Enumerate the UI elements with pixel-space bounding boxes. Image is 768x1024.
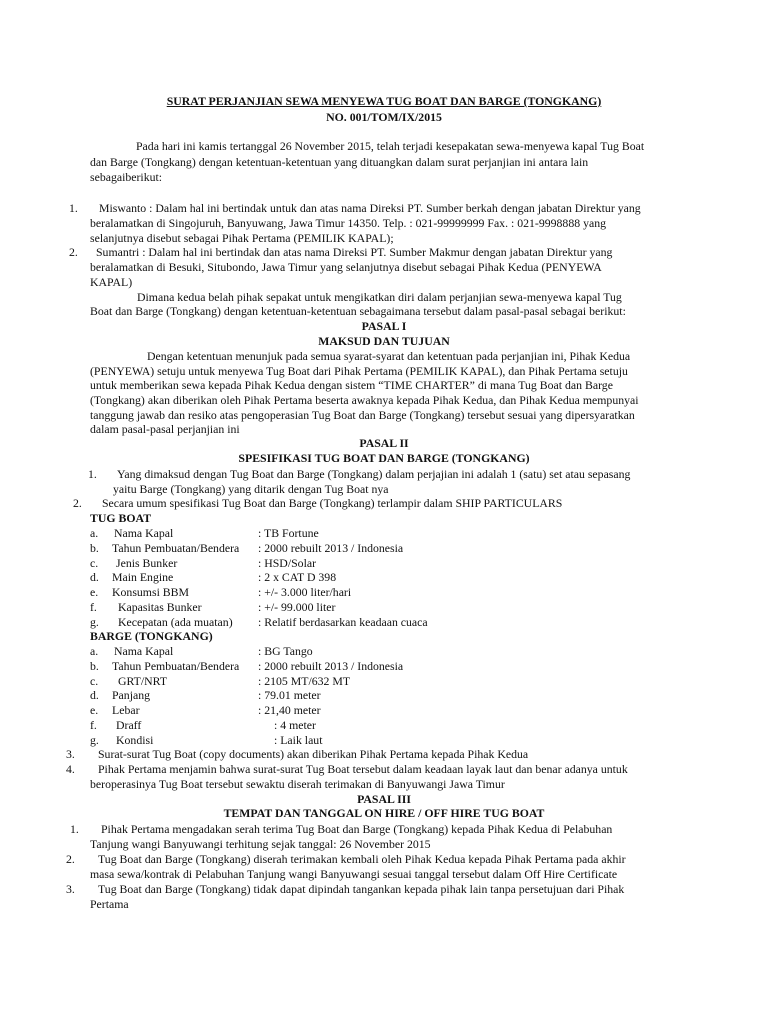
party-line: beralamatkan di Besuki, Situbondo, Jawa Timur yang selanjutnya disebut sebagai Pihak Kedua (PENYEWA xyxy=(90,260,602,274)
pasal-1-heading: PASAL I xyxy=(361,319,407,333)
pasal-3-subheading: TEMPAT DAN TANGGAL ON HIRE / OFF HIRE TUG BOAT xyxy=(223,806,545,820)
list-number: 3. xyxy=(66,747,75,761)
intro-line: Pada hari ini kamis tertanggal 26 November 2015, telah terjadi kesepakatan sewa-menyewa kapal Tug Boat xyxy=(136,139,645,153)
spec-value: : TB Fortune xyxy=(258,526,319,540)
spec-letter: g. xyxy=(90,733,99,747)
list-number: 1. xyxy=(88,467,97,481)
pasal-2-heading: PASAL II xyxy=(359,436,409,450)
party-line: Sumantri : Dalam hal ini bertindak dan atas nama Direksi PT. Sumber Makmur dengan jabatan Direktur yang xyxy=(96,245,613,259)
party-number: 1. xyxy=(69,201,78,215)
barge-title: BARGE (TONGKANG) xyxy=(90,629,213,643)
list-item-line: Secara umum spesifikasi Tug Boat dan Barge (Tongkang) terlampir dalam SHIP PARTICULARS xyxy=(102,496,563,510)
party-line: selanjutnya disebut sebagai Pihak Pertama (PEMILIK KAPAL); xyxy=(90,231,394,245)
spec-letter: a. xyxy=(90,526,99,540)
list-number: 1. xyxy=(70,822,79,836)
spec-value: : 2105 MT/632 MT xyxy=(258,674,351,688)
spec-label: Kecepatan (ada muatan) xyxy=(118,615,233,629)
spec-value: : BG Tango xyxy=(258,644,313,658)
list-number: 2. xyxy=(73,496,82,510)
spec-value: : Relatif berdasarkan keadaan cuaca xyxy=(258,615,428,629)
document-title: SURAT PERJANJIAN SEWA MENYEWA TUG BOAT DAN BARGE (TONGKANG) xyxy=(166,94,602,108)
spec-label: Nama Kapal xyxy=(114,644,174,658)
spec-letter: f. xyxy=(90,718,97,732)
spec-letter: b. xyxy=(90,659,99,673)
pasal-1-line: (PENYEWA) setuju untuk menyewa Tug Boat dari Pihak Pertama (PEMILIK KAPAL), dan Pihak Pertama setuju xyxy=(90,364,628,378)
list-item-line: yaitu Barge (Tongkang) yang ditarik dengan Tug Boat nya xyxy=(113,482,389,496)
spec-letter: f. xyxy=(90,600,97,614)
list-item-line: Surat-surat Tug Boat (copy documents) akan diberikan Pihak Pertama kepada Pihak Kedua xyxy=(98,747,529,761)
pasal-1-line: tanggung jawab dan resiko atas pengoperasian Tug Boat dan Barge (Tongkang) tersebut sesuai yang dipersyaratkan xyxy=(90,408,635,422)
spec-label: Main Engine xyxy=(112,570,174,584)
list-item-line: beroperasinya Tug Boat tersebut sewaktu diserah terimakan di Banyuwangi Jawa Timur xyxy=(90,777,505,791)
spec-letter: e. xyxy=(90,585,99,599)
spec-label: Draff xyxy=(116,718,142,732)
list-item-line: Pihak Pertama mengadakan serah terima Tug Boat dan Barge (Tongkang) kepada Pihak Kedua di Pelabuhan xyxy=(101,822,613,836)
spec-label: Lebar xyxy=(112,703,140,717)
spec-value: : +/- 99.000 liter xyxy=(258,600,336,614)
spec-letter: d. xyxy=(90,688,99,702)
pasal-1-line: Dengan ketentuan menunjuk pada semua syarat-syarat dan ketentuan pada perjanjian ini, Pihak Kedua xyxy=(147,349,631,363)
spec-value: : +/- 3.000 liter/hari xyxy=(258,585,352,599)
pasal-2-subheading: SPESIFIKASI TUG BOAT DAN BARGE (TONGKANG) xyxy=(238,451,530,465)
spec-label: Kondisi xyxy=(116,733,154,747)
spec-letter: b. xyxy=(90,541,99,555)
list-item-line: masa sewa/kontrak di Pelabuhan Tanjung wangi Banyuwangi sesuai tanggal tersebut dalam Off Hire Certificate xyxy=(90,867,618,881)
spec-value: : 79.01 meter xyxy=(258,688,321,702)
list-number: 3. xyxy=(66,882,75,896)
list-item-line: Pertama xyxy=(90,897,129,911)
spec-letter: c. xyxy=(90,556,99,570)
list-item-line: Tanjung wangi Banyuwangi terhitung sejak tanggal: 26 November 2015 xyxy=(90,837,431,851)
spec-value: : 4 meter xyxy=(274,718,316,732)
pasal-1-line: dalam pasal-pasal perjanjian ini xyxy=(90,422,240,436)
spec-value: : 2000 rebuilt 2013 / Indonesia xyxy=(258,541,404,555)
spec-label: Tahun Pembuatan/Bendera xyxy=(112,541,240,555)
spec-value: : 2 x CAT D 398 xyxy=(258,570,337,584)
spec-label: Konsumsi BBM xyxy=(112,585,190,599)
document-number: NO. 001/TOM/IX/2015 xyxy=(326,110,442,124)
spec-letter: a. xyxy=(90,644,99,658)
agreement-line: Boat dan Barge (Tongkang) dengan ketentuan-ketentuan sebagaimana tersebut dalam pasal-pasal sebagai berikut: xyxy=(90,304,626,318)
spec-letter: d. xyxy=(90,570,99,584)
spec-label: Tahun Pembuatan/Bendera xyxy=(112,659,240,673)
spec-letter: c. xyxy=(90,674,99,688)
list-item-line: Tug Boat dan Barge (Tongkang) diserah terimakan kembali oleh Pihak Kedua kepada Pihak Pertama pada akhir xyxy=(98,852,626,866)
spec-letter: e. xyxy=(90,703,99,717)
list-number: 2. xyxy=(66,852,75,866)
intro-line: dan Barge (Tongkang) dengan ketentuan-ketentuan yang dituangkan dalam surat perjanjian ini antara lain xyxy=(90,155,589,169)
party-line: KAPAL) xyxy=(90,275,133,289)
spec-value: : 21,40 meter xyxy=(258,703,321,717)
agreement-line: Dimana kedua belah pihak sepakat untuk mengikatkan diri dalam perjanjian sewa-menyewa kapal Tug xyxy=(137,290,622,304)
spec-value: : 2000 rebuilt 2013 / Indonesia xyxy=(258,659,404,673)
party-line: Miswanto : Dalam hal ini bertindak untuk dan atas nama Direksi PT. Sumber berkah dengan jabatan Direktur yang xyxy=(99,201,641,215)
party-line: beralamatkan di Singojuruh, Banyuwang, Jawa Timur 14350. Telp. : 021-99999999 Fax. : 021-9998888 yang xyxy=(90,216,607,230)
spec-label: Panjang xyxy=(112,688,151,702)
intro-line: sebagaiberikut: xyxy=(90,170,163,184)
pasal-1-subheading: MAKSUD DAN TUJUAN xyxy=(318,334,450,348)
tug-boat-title: TUG BOAT xyxy=(90,511,152,525)
spec-label: Nama Kapal xyxy=(114,526,174,540)
spec-label: Kapasitas Bunker xyxy=(118,600,202,614)
spec-letter: g. xyxy=(90,615,99,629)
list-item-line: Pihak Pertama menjamin bahwa surat-surat Tug Boat tersebut dalam keadaan layak laut dan benar adanya untuk xyxy=(98,762,628,776)
pasal-1-line: (Tongkang) akan diberikan oleh Pihak Pertama beserta awaknya kepada Pihak Kedua, dan Pihak Kedua mempunyai xyxy=(90,393,639,407)
pasal-3-heading: PASAL III xyxy=(357,792,411,806)
spec-value: : Laik laut xyxy=(274,733,323,747)
spec-label: GRT/NRT xyxy=(118,674,168,688)
list-item-line: Tug Boat dan Barge (Tongkang) tidak dapat dipindah tangankan kepada pihak lain tanpa persetujuan dari Pihak xyxy=(98,882,625,896)
list-number: 4. xyxy=(66,762,75,776)
spec-value: : HSD/Solar xyxy=(258,556,317,570)
spec-label: Jenis Bunker xyxy=(116,556,178,570)
party-number: 2. xyxy=(69,245,78,259)
list-item-line: Yang dimaksud dengan Tug Boat dan Barge (Tongkang) dalam perjajian ini adalah 1 (satu) set atau sepasang xyxy=(117,467,631,481)
pasal-1-line: untuk memberikan sewa kepada Pihak Kedua dengan sistem “TIME CHARTER” di mana Tug Boat dan Barge xyxy=(90,378,613,392)
